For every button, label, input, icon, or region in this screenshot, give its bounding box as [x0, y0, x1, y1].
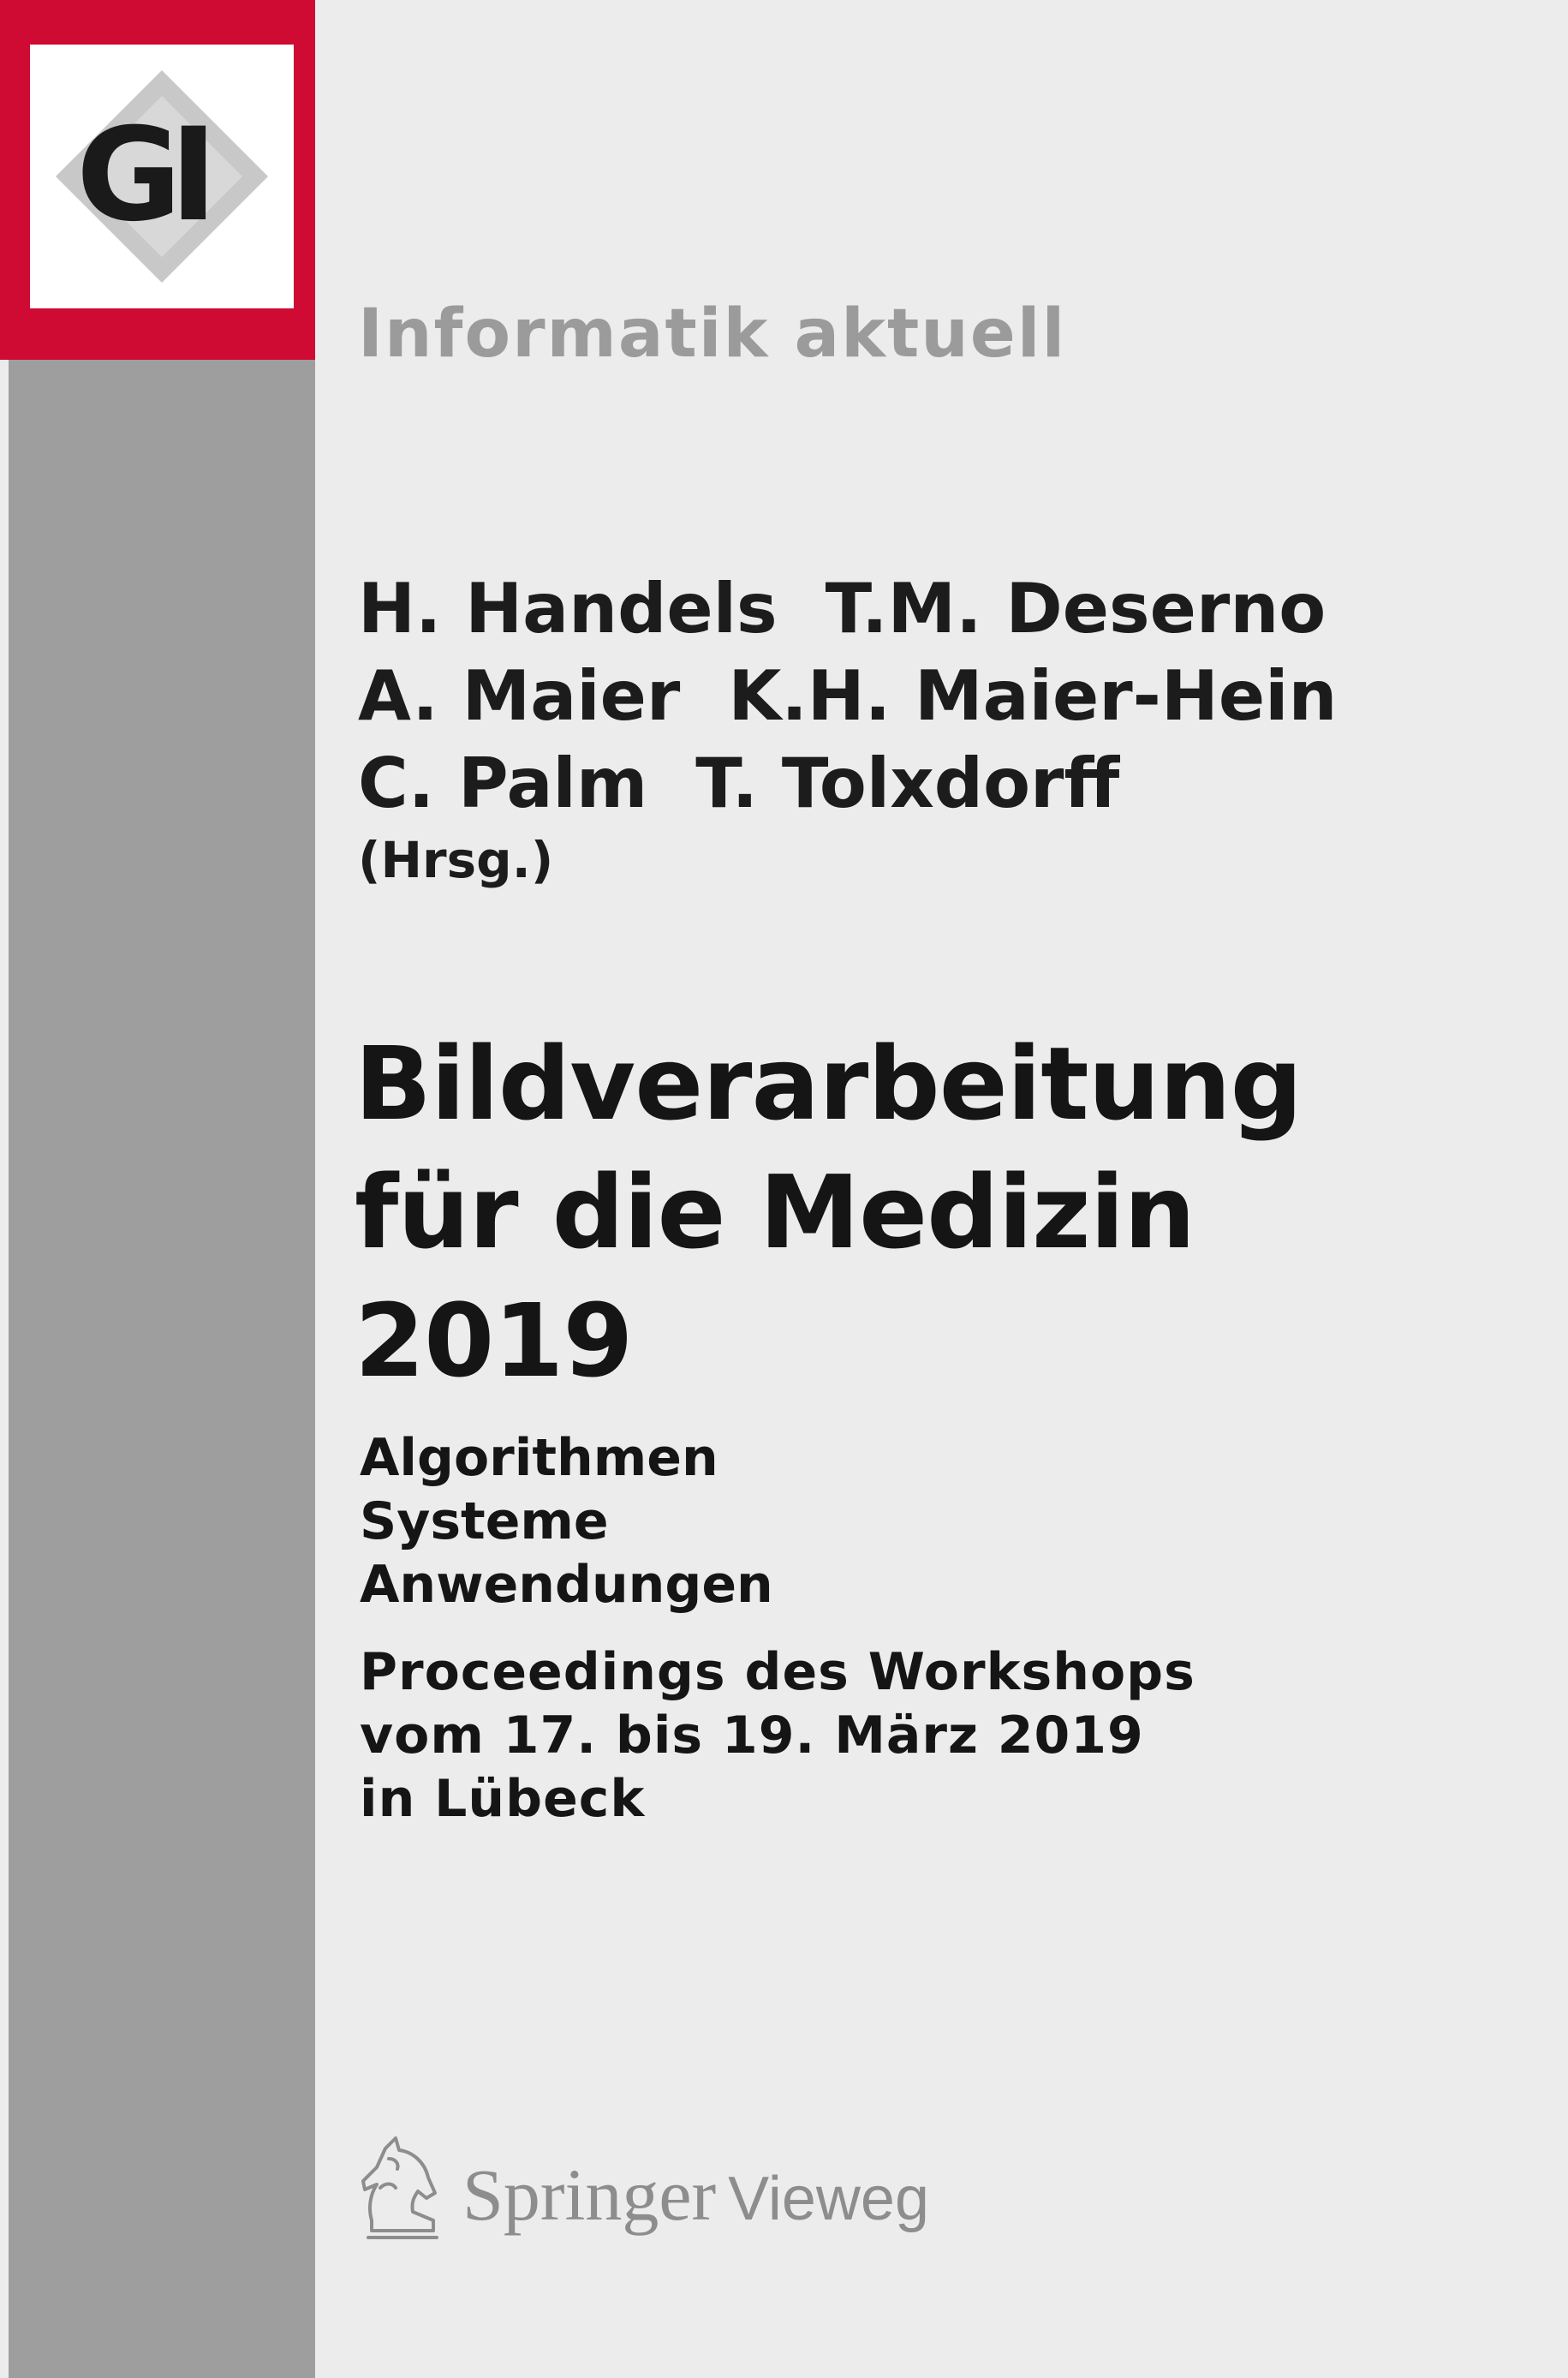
- editor-name: A. Maier: [358, 656, 681, 736]
- editor-name: T.M. Deserno: [825, 569, 1327, 648]
- editor-name: K.H. Maier-Hein: [728, 656, 1338, 736]
- title-line: 2019: [355, 1282, 633, 1400]
- publisher-name: [462, 2152, 929, 2238]
- gi-logo: [30, 45, 294, 308]
- subtitle-line: Anwendungen: [360, 1555, 773, 1615]
- editor-line: [358, 653, 1523, 740]
- book-subtitle: [360, 1426, 1524, 1616]
- publisher-imprint: Vieweg: [728, 2165, 930, 2233]
- publisher-logo: [351, 2133, 1036, 2244]
- editor-name: C. Palm: [358, 744, 648, 823]
- title-line: Bildverarbeitung: [355, 1025, 1303, 1143]
- editor-note: (Hrsg.): [358, 831, 554, 889]
- subtitle-line: Algorithmen: [360, 1428, 718, 1488]
- editors: [358, 565, 1523, 893]
- springer-horse-icon: [351, 2133, 454, 2244]
- gi-logo-text: GI: [76, 101, 206, 250]
- publisher-springer: Springer: [462, 2154, 717, 2236]
- proceedings-line: Proceedings des Workshops: [360, 1642, 1195, 1702]
- proceedings-info: [360, 1640, 1541, 1831]
- gi-logo-block: [0, 0, 315, 360]
- series-title: Informatik aktuell: [358, 296, 1067, 373]
- editor-name: T. Tolxdorff: [695, 744, 1120, 823]
- subtitle-line: Systeme: [360, 1491, 609, 1551]
- editor-line: [358, 565, 1523, 653]
- proceedings-line: in Lübeck: [360, 1769, 646, 1829]
- editor-line: [358, 740, 1523, 828]
- editor-name: H. Handels: [358, 569, 778, 648]
- book-title: [355, 1019, 1536, 1405]
- proceedings-line: vom 17. bis 19. März 2019: [360, 1706, 1144, 1766]
- title-line: für die Medizin: [355, 1153, 1195, 1271]
